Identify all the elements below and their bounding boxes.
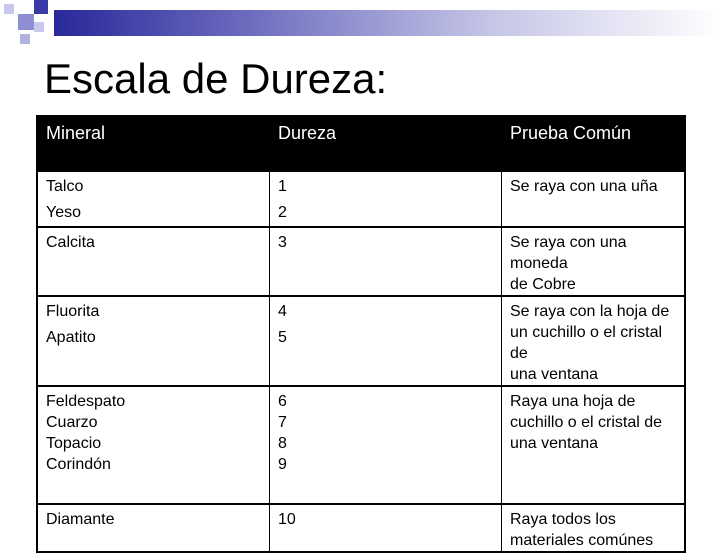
- test-text: materiales comúnes: [510, 531, 654, 549]
- mineral-name: Corindón: [46, 455, 111, 473]
- mineral-name: Cuarzo: [46, 413, 98, 431]
- mineral-name: Feldespato: [46, 392, 126, 410]
- decoration-square: [34, 22, 44, 32]
- test-text: una ventana: [510, 434, 599, 452]
- test-text: Se raya con la hoja de: [510, 302, 670, 320]
- decoration-square: [18, 14, 34, 30]
- hardness-value: 5: [278, 328, 287, 346]
- test-text: una ventana: [510, 365, 599, 383]
- mineral-name: Talco: [46, 178, 84, 195]
- header-common-test: Prueba Común: [502, 116, 686, 172]
- table-row: [37, 172, 685, 227]
- table-row: [37, 386, 685, 504]
- mineral-cell: [37, 296, 270, 386]
- decoration-square: [34, 0, 48, 14]
- table-header-row: [37, 116, 685, 172]
- header-hardness: Dureza: [270, 116, 502, 172]
- hardness-value: 8: [278, 434, 287, 452]
- hardness-value: 10: [278, 510, 296, 528]
- hardness-cell: [270, 504, 502, 552]
- mineral-cell: [37, 386, 270, 504]
- hardness-value: 2: [278, 204, 287, 221]
- test-text: Se raya con una moneda: [510, 233, 627, 272]
- table-row: [37, 227, 685, 296]
- mineral-name: Calcita: [46, 233, 95, 251]
- slide-title: Escala de Dureza:: [44, 55, 388, 102]
- hardness-value: 3: [278, 233, 287, 251]
- mineral-name: Yeso: [46, 204, 81, 221]
- decoration-square: [4, 4, 14, 14]
- test-cell: [502, 504, 686, 552]
- mineral-name: Fluorita: [46, 302, 100, 320]
- mineral-cell: [37, 504, 270, 552]
- hardness-value: 7: [278, 413, 287, 431]
- decoration-square: [20, 34, 30, 44]
- test-cell: [502, 386, 686, 504]
- test-text: cuchillo o el cristal de: [510, 413, 663, 431]
- mineral-name: Apatito: [46, 328, 96, 346]
- hardness-table: [36, 115, 686, 553]
- hardness-value: 4: [278, 302, 287, 320]
- table-row: [37, 296, 685, 386]
- mineral-cell: [37, 227, 270, 296]
- mineral-name: Topacio: [46, 434, 102, 452]
- header-decoration-bar: [54, 10, 720, 36]
- header-mineral: Mineral: [37, 116, 270, 172]
- test-cell: [502, 296, 686, 386]
- test-text: de Cobre: [510, 275, 576, 293]
- test-text: Raya todos los: [510, 510, 616, 528]
- test-text: Raya una hoja de: [510, 392, 636, 410]
- test-text: un cuchillo o el cristal de: [510, 323, 663, 362]
- test-cell: [502, 172, 686, 227]
- hardness-cell: [270, 386, 502, 504]
- hardness-cell: [270, 296, 502, 386]
- hardness-value: 1: [278, 178, 287, 195]
- test-text: Se raya con una uña: [510, 178, 658, 195]
- table-row: [37, 504, 685, 552]
- hardness-value: 6: [278, 392, 287, 410]
- hardness-cell: [270, 227, 502, 296]
- hardness-value: 9: [278, 455, 287, 473]
- mineral-name: Diamante: [46, 510, 115, 528]
- mineral-cell: [37, 172, 270, 227]
- test-cell: [502, 227, 686, 296]
- hardness-cell: [270, 172, 502, 227]
